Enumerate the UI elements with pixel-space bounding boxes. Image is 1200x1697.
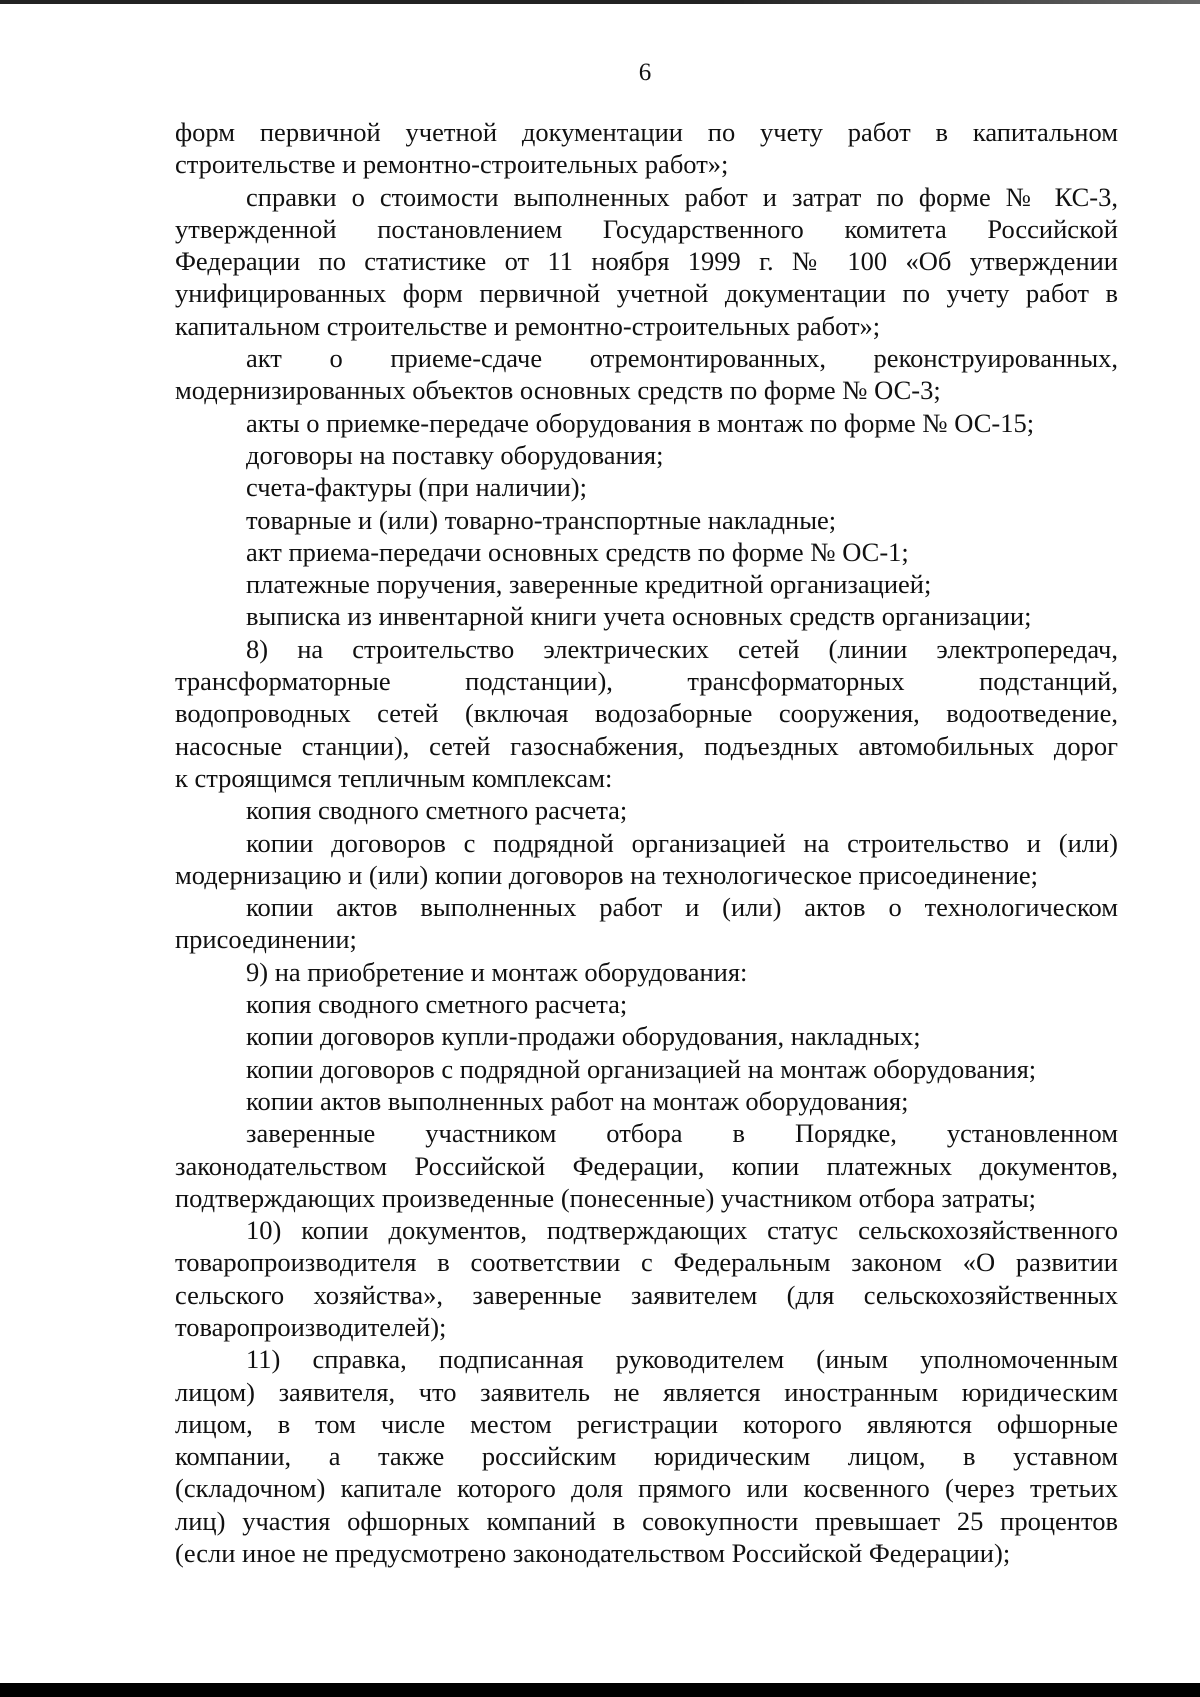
paragraph [175, 568, 1118, 600]
text-line: (если иное не предусмотрено законодательством Российской Федерации); [175, 1538, 1011, 1569]
text-line: акт приема-передачи основных средств по форме № ОС-1; [246, 536, 909, 567]
text-line: товарные и (или) товарно-транспортные накладные; [246, 504, 837, 535]
text-line: товаропроизводителей); [175, 1311, 447, 1342]
text-line: выписка из инвентарной книги учета основных средств организации; [246, 601, 1032, 632]
text-line: к строящимся тепличным комплексам: [175, 762, 613, 793]
scan-edge-top [0, 0, 1200, 4]
paragraph [175, 1020, 1118, 1052]
page-number: 6 [638, 59, 652, 86]
paragraph [175, 407, 1118, 439]
text-line: строительстве и ремонтно-строительных работ»; [175, 149, 729, 180]
text-line: справки о стоимости выполненных работ и затрат по форме № КС-3, [246, 181, 1118, 212]
text-line: утвержденной постановлением Государственного комитета Российской [175, 213, 1118, 244]
paragraph [175, 600, 1118, 632]
text-line: товаропроизводителя в соответствии с Федеральным законом «О развитии [175, 1247, 1118, 1278]
text-line: модернизацию и (или) копии договоров на технологическое присоединение; [175, 859, 1039, 890]
text-line: платежные поручения, заверенные кредитной организацией; [246, 569, 932, 600]
text-line: лиц) участия офшорных компаний в совокупности превышает 25 процентов [175, 1505, 1118, 1536]
paragraph [175, 1085, 1118, 1117]
paragraph [175, 471, 1118, 503]
text-line: насосные станции), сетей газоснабжения, подъездных автомобильных дорог [175, 730, 1118, 761]
paragraph [175, 891, 1118, 956]
text-line: унифицированных форм первичной учетной документации по учету работ в [175, 278, 1118, 309]
text-line: лицом) заявителя, что заявитель не является иностранным юридическим [175, 1376, 1118, 1407]
text-line: капитальном строительстве и ремонтно-строительных работ»; [175, 310, 881, 341]
text-line: водопроводных сетей (включая водозаборные сооружения, водоотведение, [175, 698, 1118, 729]
paragraph [175, 181, 1118, 342]
text-line: присоединении; [175, 924, 357, 955]
text-line: Федерации по статистике от 11 ноября 1999 г. № 100 «Об утверждении [175, 246, 1118, 277]
text-line: подтверждающих произведенные (понесенные) участником отбора затраты; [175, 1182, 1036, 1213]
paragraph [175, 794, 1118, 826]
text-line: счета-фактуры (при наличии); [246, 472, 587, 503]
paragraph [175, 1214, 1118, 1343]
paragraph [175, 988, 1118, 1020]
text-line: копия сводного сметного расчета; [246, 795, 628, 826]
text-line: копии договоров купли-продажи оборудования, накладных; [246, 1021, 921, 1052]
text-line: копии договоров с подрядной организацией на монтаж оборудования; [246, 1053, 1037, 1084]
paragraph [175, 1343, 1118, 1569]
text-line: заверенные участником отбора в Порядке, установленном [246, 1118, 1118, 1149]
text-line: копии актов выполненных работ на монтаж оборудования; [246, 1085, 909, 1116]
text-line: акты о приемке-передаче оборудования в монтаж по форме № ОС-15; [246, 407, 1035, 438]
paragraph [175, 633, 1118, 794]
text-line: акт о приеме-сдаче отремонтированных, реконструированных, [246, 343, 1118, 374]
text-line: договоры на поставку оборудования; [246, 439, 664, 470]
text-line: 8) на строительство электрических сетей (линии электропередач, [246, 633, 1118, 664]
paragraph [175, 504, 1118, 536]
text-line: (складочном) капитале которого доля прямого или косвенного (через третьих [175, 1473, 1118, 1504]
paragraph [175, 536, 1118, 568]
paragraph [175, 956, 1118, 988]
text-line: форм первичной учетной документации по учету работ в капитальном [175, 117, 1118, 147]
paragraph [175, 1117, 1118, 1214]
text-line: 11) справка, подписанная руководителем (иным уполномоченным [246, 1344, 1118, 1375]
text-line: копии договоров с подрядной организацией на строительство и (или) [246, 827, 1118, 858]
paragraph [175, 116, 1118, 181]
scan-edge-bottom [0, 1683, 1200, 1697]
text-line: копии актов выполненных работ и (или) актов о технологическом [246, 892, 1118, 923]
document-body [175, 116, 1118, 1569]
text-line: сельского хозяйства», заверенные заявителем (для сельскохозяйственных [175, 1279, 1118, 1310]
text-line: лицом, в том числе местом регистрации которого являются офшорные [175, 1408, 1118, 1439]
text-line: копия сводного сметного расчета; [246, 989, 628, 1020]
paragraph [175, 1053, 1118, 1085]
paragraph [175, 342, 1118, 407]
text-line: 9) на приобретение и монтаж оборудования: [246, 956, 748, 987]
text-line: 10) копии документов, подтверждающих статус сельскохозяйственного [246, 1215, 1118, 1246]
text-line: трансформаторные подстанции), трансформаторных подстанций, [175, 666, 1118, 697]
text-line: модернизированных объектов основных средств по форме № ОС-3; [175, 375, 941, 406]
text-line: компании, а также российским юридическим лицом, в уставном [175, 1441, 1118, 1472]
text-line: законодательством Российской Федерации, копии платежных документов, [175, 1150, 1118, 1181]
paragraph [175, 439, 1118, 471]
paragraph [175, 827, 1118, 892]
